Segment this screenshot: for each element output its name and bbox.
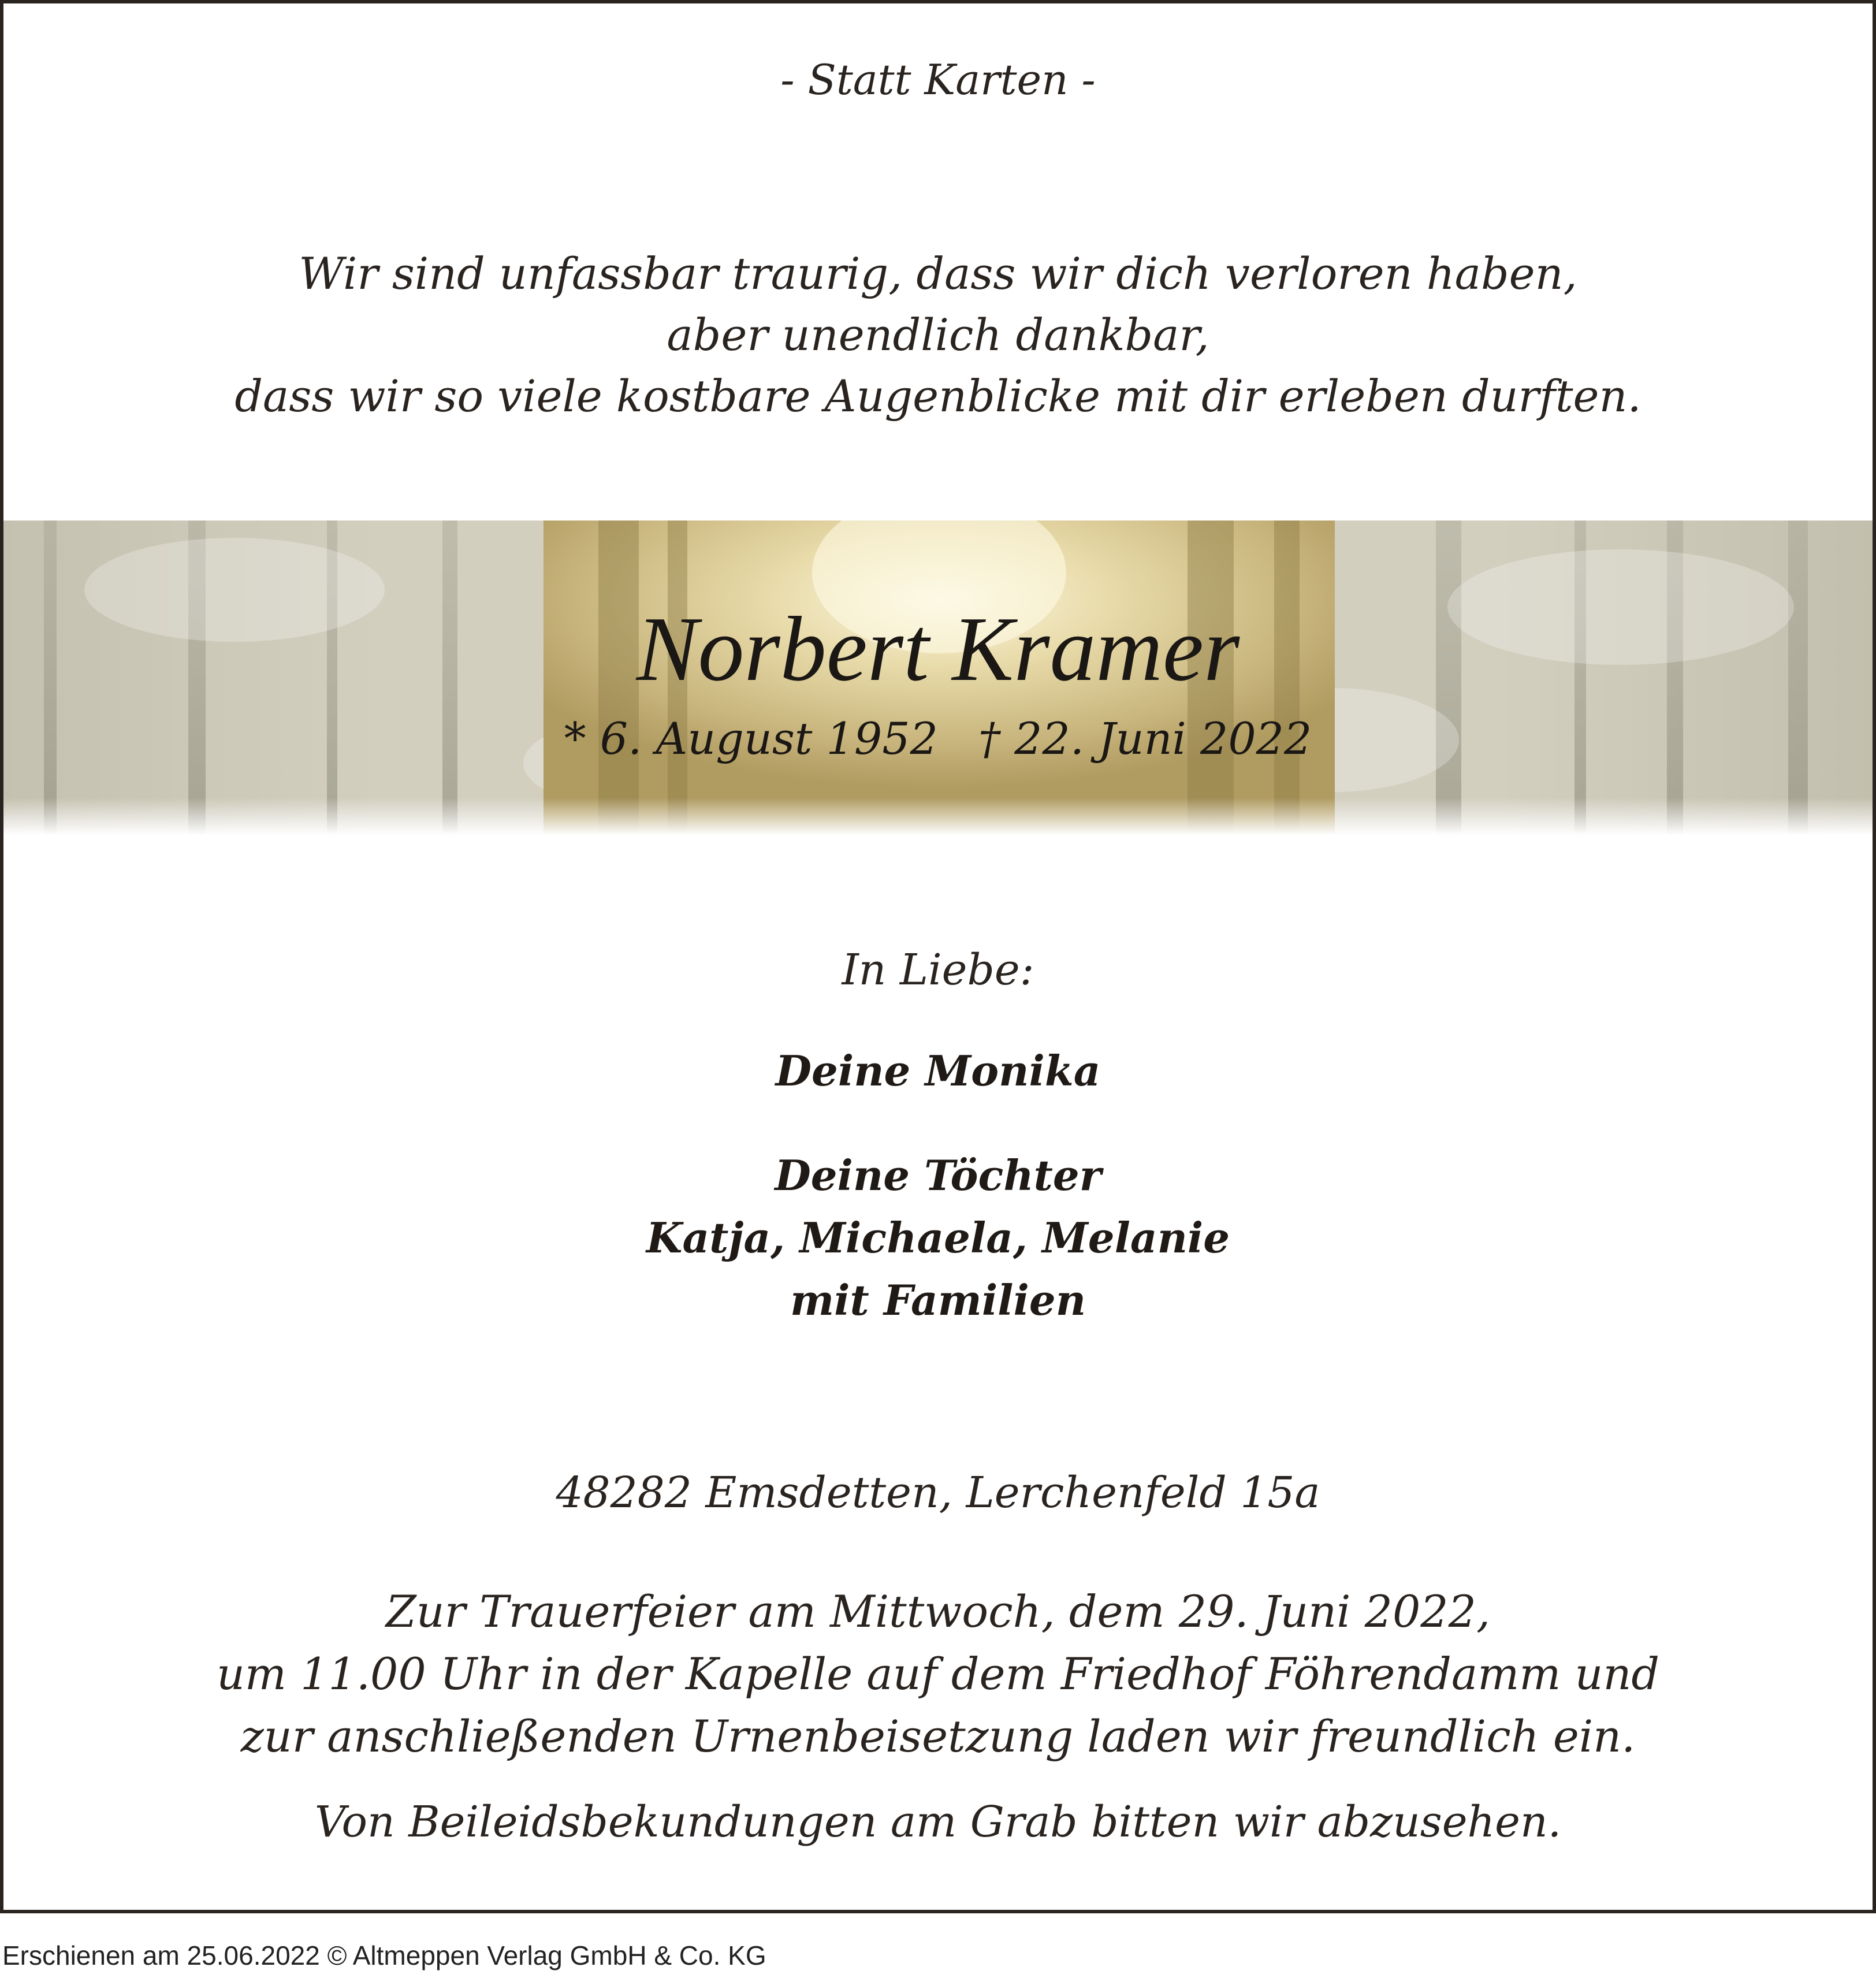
in-love-label: In Liebe: (842, 945, 1034, 995)
life-dates (3, 713, 1873, 764)
quote-line: Wir sind unfassbar traurig, dass wir dich verloren haben, (299, 248, 1577, 299)
publication-footer: Erschienen am 25.06.2022 © Altmeppen Verlag GmbH & Co. KG (2, 1940, 766, 1970)
quote-line: dass wir so viele kostbare Augenblicke mit dir erleben durften. (234, 370, 1642, 422)
ceremony-line: um 11.00 Uhr in der Kapelle auf dem Friedhof Föhrendamm und (216, 1648, 1660, 1700)
deceased-name: Norbert Kramer (636, 597, 1240, 700)
children-line: Deine Töchter (775, 1151, 1101, 1200)
spouse-name: Deine Monika (775, 1046, 1101, 1095)
quote-line: aber unendlich dankbar, (667, 309, 1209, 360)
memorial-quote (3, 243, 1873, 427)
death-date: † 22. Juni 2022 (978, 713, 1312, 764)
ceremony-line: zur anschließenden Urnenbeisetzung laden wir freundlich ein. (240, 1711, 1636, 1762)
address: 48282 Emsdetten, Lerchenfeld 15a (556, 1468, 1320, 1518)
ceremony-info (3, 1581, 1873, 1768)
header-statt-karten: - Statt Karten - (780, 55, 1096, 104)
children-line: mit Familien (790, 1276, 1086, 1325)
ceremony-line: Zur Trauerfeier am Mittwoch, dem 29. Juni 2022, (385, 1586, 1491, 1637)
birth-date: * 6. August 1952 (564, 713, 938, 764)
children-line: Katja, Michaela, Melanie (646, 1213, 1230, 1262)
children-block (3, 1144, 1873, 1332)
condolence-note: Von Beileidsbekundungen am Grab bitten wir abzusehen. (314, 1797, 1562, 1847)
